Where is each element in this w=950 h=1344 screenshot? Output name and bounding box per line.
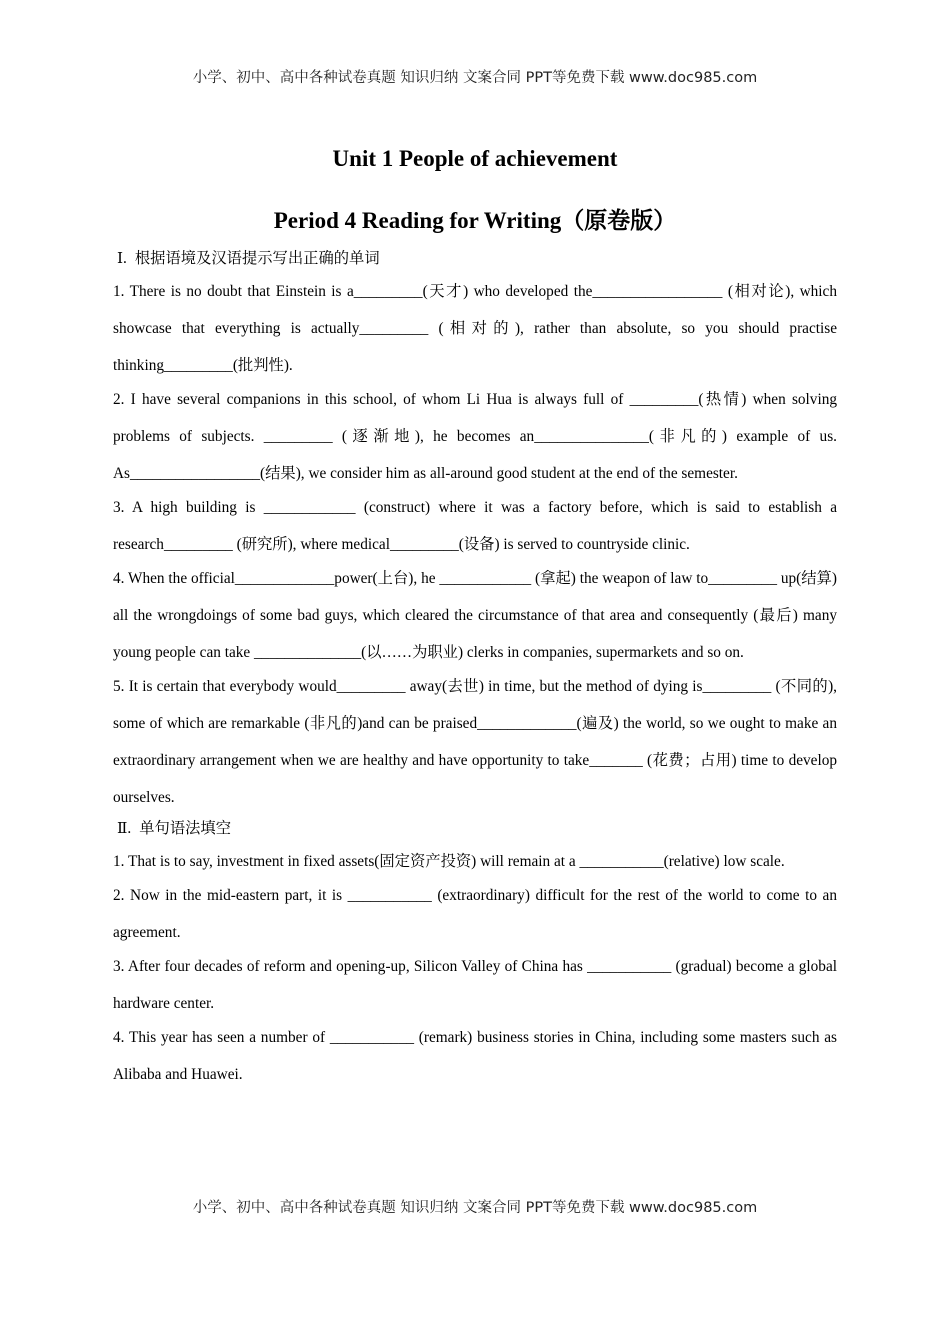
section-number: Ⅰ. [117, 250, 127, 267]
question-paragraph: 3. A high building is ____________ (construct) where it was a factory before, which is said to establish a research_________ (研究所), where medical_________(设备) is served to countryside clinic. [113, 499, 837, 553]
page-footer: 小学、初中、高中各种试卷真题 知识归纳 文案合同 PPT等免费下载 www.doc985.com [192, 1200, 758, 1216]
section-2-heading [113, 816, 837, 842]
section-title: 单句语法填空 [139, 820, 232, 837]
question-paragraph: 1. That is to say, investment in fixed assets(固定资产投资) will remain at a ___________(relative) low scale. [113, 853, 785, 870]
page-header: 小学、初中、高中各种试卷真题 知识归纳 文案合同 PPT等免费下载 www.doc985.com [192, 70, 758, 86]
question-paragraph: 4. This year has seen a number of ___________ (remark) business stories in China, including some masters such as Alibaba and Huawei. [113, 1029, 837, 1083]
section-number: Ⅱ. [117, 820, 132, 837]
question-paragraph: 1. There is no doubt that Einstein is a_________(天才) who developed the_________________ (相对论), which showcase that everything is actually_________ (相对的), rather than absolute, so you should practise thinking_________(批判性). [113, 283, 837, 374]
question-paragraph: 3. After four decades of reform and opening-up, Silicon Valley of China has ___________ (gradual) become a global hardware center. [113, 958, 837, 1012]
question-paragraph: 2. Now in the mid-eastern part, it is ___________ (extraordinary) difficult for the rest of the world to come to an agreement. [113, 887, 837, 941]
page-title: Unit 1 People of achievement [332, 146, 618, 171]
page-subtitle: Period 4 Reading for Writing（原卷版） [273, 208, 677, 233]
worksheet-content [113, 246, 837, 1093]
question-paragraph: 2. I have several companions in this school, of whom Li Hua is always full of _________(热情) when solving problems of subjects. _________ (逐渐地), he becomes an_______________(非凡的) example of us. As_________________(结果), we consider him as all-around good student at the end of the semester. [113, 391, 837, 482]
section-1-heading [113, 246, 837, 272]
question-paragraph: 4. When the official_____________power(上台), he ____________ (拿起) the weapon of law to_________ up(结算) all the wrongdoings of some bad guys, which cleared the circumstance of that area and consequently (最后) many young people can take ______________(以……为职业) clerks in companies, supermarkets and so on. [113, 570, 837, 661]
section-title: 根据语境及汉语提示写出正确的单词 [134, 250, 380, 267]
question-paragraph: 5. It is certain that everybody would_________ away(去世) in time, but the method of dying is_________ (不同的), some of which are remarkable (非凡的)and can be praised_____________(遍及) the world, so we ought to make an extraordinary arrangement when we are healthy and have opportunity to take_______ (花费；占用) time to develop ourselves. [113, 678, 837, 806]
